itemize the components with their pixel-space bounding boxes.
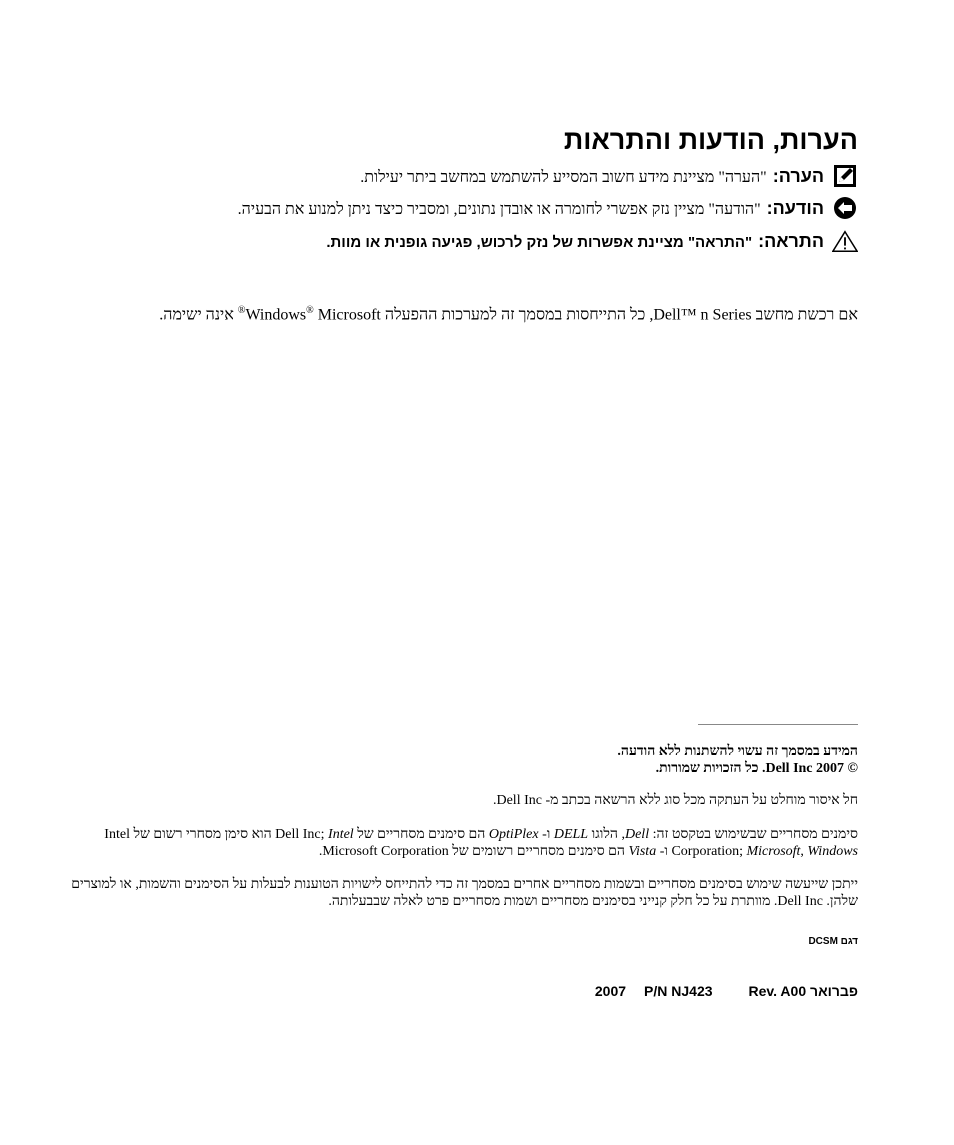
notice-line: המידע במסמך זה עשוי להשתנות ללא הודעה. [617, 744, 858, 759]
trademarks-paragraph: סימנים מסחריים שבשימוש בטקסט זה: Dell, הלוגו DELL ו- OptiPlex הם סימנים מסחריים של Dell Inc; Intel הוא סימן מסחרי רשום של Intel Corporation; Microsoft, Windows ו- Vista הם סימנים מסחריים רשומים של Microsoft Corporation. [104, 827, 858, 859]
reproduction-line: חל איסור מוחלט על העתקה מכל סוג ללא הרשאה בכתב מ- Dell Inc. [492, 793, 858, 808]
copyright-line: © 2007 Dell Inc. כל הזכויות שמורות. [655, 761, 858, 776]
page-title: הערות, הודעות והתראות [563, 125, 858, 155]
revision-line [559, 983, 858, 999]
os-note: אם רכשת מחשב Dell™ n Series, כל התייחסות במסמך זה למערכות ההפעלה Windows® Microsoft® אינה ישימה. [159, 305, 858, 324]
model-number: דגם DCSM [808, 936, 858, 947]
warning-triangle-icon [832, 228, 858, 254]
notice-row [98, 194, 858, 222]
warning-row [98, 227, 858, 255]
notice-label: הודעה: [766, 197, 824, 218]
revision: Rev. A00 [748, 983, 807, 999]
notice-text: "הודעה" מציין נזק אפשרי לחומרה או אובדן נתונים, ומסביר כיצד ניתן למנוע את הבעיה. [237, 200, 761, 218]
warning-text: "התראה" מציינת אפשרות של נזק לרכוש, פגיעה גופנית או מוות. [326, 233, 753, 251]
note-row [98, 162, 858, 190]
note-pencil-icon [832, 163, 858, 189]
notice-hand-icon [832, 195, 858, 221]
note-text: "הערה" מציינת מידע חשוב המסייע להשתמש במחשב ביתר יעילות. [360, 168, 767, 186]
warning-label: התראה: [758, 230, 824, 251]
part-number: P/N NJ423 [644, 983, 713, 999]
other-trademarks-paragraph: ייתכן שייעשה שימוש בסימנים מסחריים ובשמות מסחריים אחרים במסמך זה כדי להתייחס לישויות הטוענות לבעלות על הסימנים והשמות, או למוצרים שלהן. Dell Inc. מוותרת על כל חלק קנייני בסימנים מסחריים ושמות מסחריים פרט לאלה שבבעלותה. [71, 877, 858, 909]
divider [698, 724, 858, 725]
date: פברואר 2007 [594, 983, 858, 999]
note-label: הערה: [772, 165, 824, 186]
